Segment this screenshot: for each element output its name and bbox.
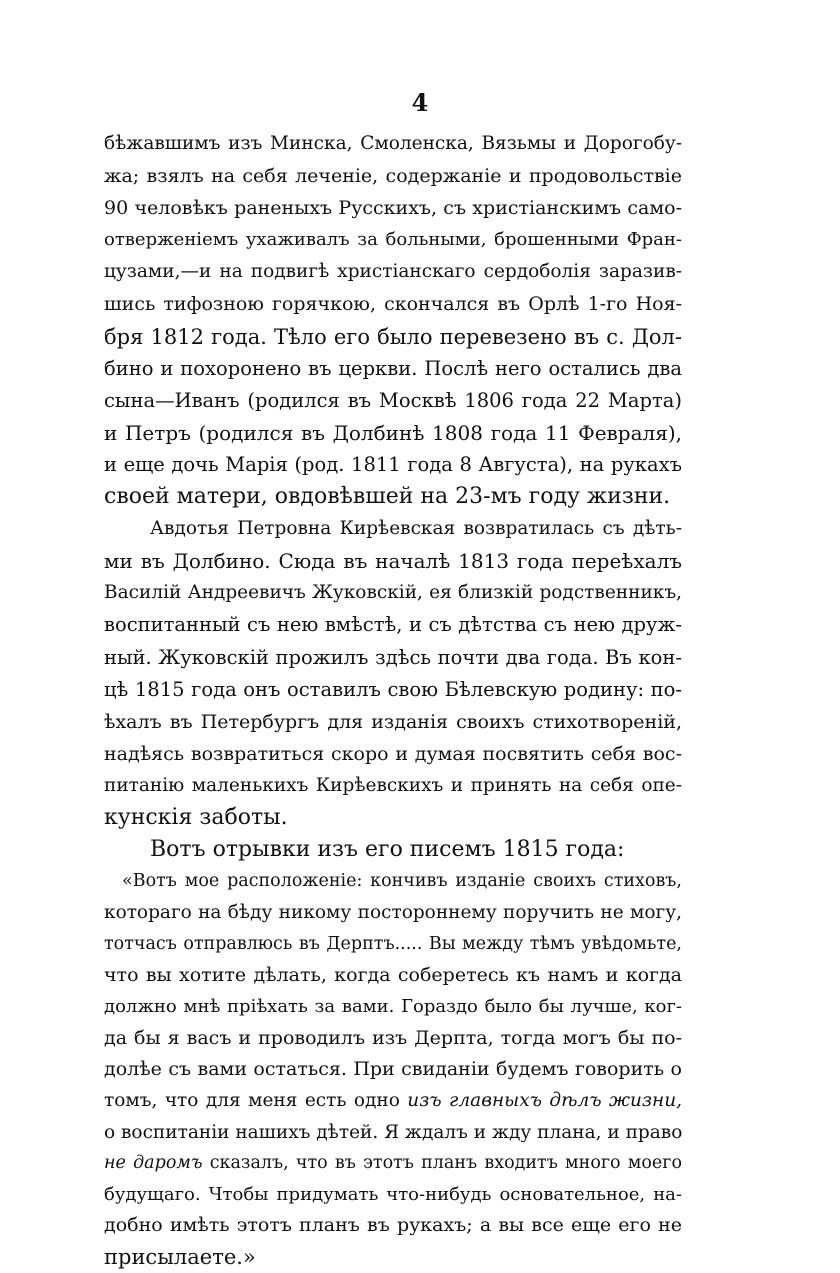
paragraph-line: Вотъ отрывки изъ его писемъ 1815 года: bbox=[150, 837, 625, 863]
quote-line bbox=[104, 1148, 682, 1179]
quote-line: должно мнѣ пріѣхать за вами. Гораздо было бы лучше, ког- bbox=[104, 996, 682, 1018]
quote-text: томъ, что для меня есть одно bbox=[104, 1090, 408, 1112]
quote-italic-text: не даромъ bbox=[104, 1152, 203, 1173]
paragraph-line: кунскія заботы. bbox=[104, 804, 288, 830]
paragraph-line: 90 человѣкъ раненыхъ Русскихъ, съ христіанскимъ само- bbox=[104, 197, 682, 220]
paragraph-line: жа; взялъ на себя леченіе, содержаніе и продовольствіе bbox=[104, 165, 682, 188]
paragraph-line: Василій Андреевичъ Жуковскій, ея близкій родственникъ, bbox=[104, 582, 682, 604]
quote-text: сказалъ, что въ этотъ планъ входитъ много моего bbox=[202, 1152, 682, 1173]
paragraph-line: цѣ 1815 года онъ оставилъ свою Бѣлевскую родину: по- bbox=[104, 677, 682, 701]
paragraph-line: бино и похоронено въ церкви. Послѣ него остались два bbox=[104, 356, 682, 380]
paragraph-line: цузами,—и на подвигѣ христіанскаго сердоболія заразив- bbox=[104, 261, 682, 283]
quote-line: долѣе съ вами остаться. При свиданіи будемъ говорить о bbox=[104, 1057, 682, 1080]
quote-line: о воспитаніи нашихъ дѣтей. Я ждалъ и жду плана, и право bbox=[104, 1121, 683, 1143]
paragraph-line: отверженіемъ ухаживалъ за больными, брошенными Фран- bbox=[104, 229, 682, 251]
paragraph-line: ѣхалъ въ Петербургъ для изданія своихъ стихотвореній, bbox=[104, 710, 682, 733]
quote-line: добно имѣть этотъ планъ въ рукахъ; а вы все еще его не bbox=[104, 1214, 682, 1237]
paragraph-line: воспитанный съ нею вмѣстѣ, и съ дѣтства съ нею друж- bbox=[104, 613, 682, 637]
paragraph-line: надѣясь возвратиться скоро и думая посвятить себя вос- bbox=[104, 742, 682, 765]
paragraph-line: сына—Иванъ (родился въ Москвѣ 1806 года 22 Марта) bbox=[104, 388, 682, 412]
quote-line: да бы я васъ и проводилъ изъ Дерпта, тогда могъ бы по- bbox=[104, 1026, 682, 1049]
paragraph-line: и еще дочь Марія (род. 1811 года 8 Августа), на рукахъ bbox=[104, 452, 682, 476]
quote-line: будущаго. Чтобы придумать что-нибудь основательное, на- bbox=[104, 1184, 682, 1206]
letter-quote bbox=[104, 866, 682, 1273]
page-number: 4 bbox=[411, 88, 429, 117]
paragraph-line: ми въ Долбино. Сюда въ началѣ 1813 года переѣхалъ bbox=[104, 549, 682, 574]
paragraph-line: шись тифозною горячкою, скончался въ Орлѣ 1-го Ноя- bbox=[104, 293, 682, 316]
paragraph-line: бѣжавшимъ изъ Минска, Смоленска, Вязьмы и Дорогобу- bbox=[104, 133, 682, 154]
paragraph-line: Авдотья Петровна Кирѣевская возвратилась съ дѣть- bbox=[150, 518, 682, 540]
body-text bbox=[104, 128, 682, 1273]
quote-line: котораго на бѣду никому постороннему поручить не могу, bbox=[104, 902, 682, 924]
paragraph-line: ный. Жуковскій прожилъ здѣсь почти два года. Въ кон- bbox=[104, 645, 682, 669]
paragraph-line: своей матери, овдовѣвшей на 23-мъ году жизни. bbox=[104, 484, 671, 510]
quote-line: присылаете.» bbox=[104, 1244, 256, 1269]
quote-line: что вы хотите дѣлать, когда соберетесь къ намъ и когда bbox=[104, 964, 682, 987]
paragraph-line: питанію маленькихъ Кирѣевскихъ и принять на себя опе- bbox=[104, 774, 682, 796]
paragraph-line: бря 1812 года. Тѣло его было перевезено въ с. Дол- bbox=[104, 324, 682, 349]
paragraph-line: и Петръ (родился въ Долбинѣ 1808 года 11 Февраля), bbox=[104, 420, 682, 445]
quote-line: тотчасъ отправлюсь въ Дерптъ..... Вы между тѣмъ увѣдомьте, bbox=[104, 933, 682, 954]
quote-italic-text: изъ главныхъ дѣлъ жизни, bbox=[407, 1090, 682, 1112]
quote-line: «Вотъ мое расположеніе: кончивъ изданіе своихъ стиховъ, bbox=[122, 871, 682, 892]
quote-line bbox=[104, 1085, 682, 1116]
